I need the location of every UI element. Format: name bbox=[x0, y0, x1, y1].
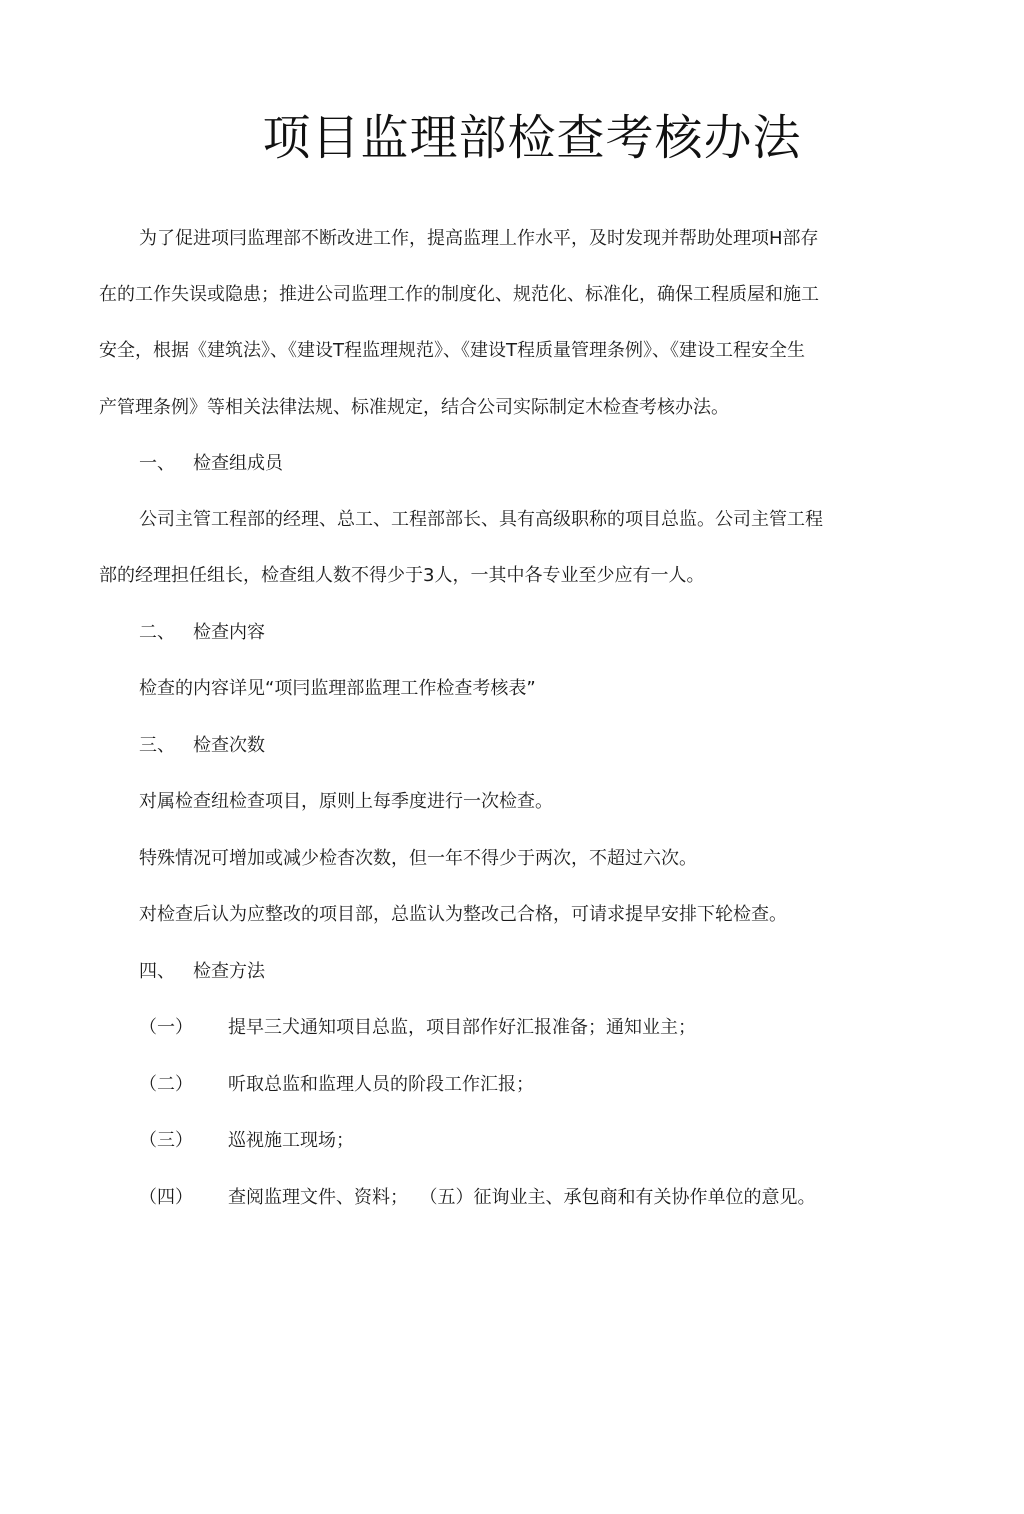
section3-line-3: 对检查后认为应整改的项目部，总监认为整改己合格，可请求提早安排下轮检查。 bbox=[139, 904, 787, 925]
section-heading-text: 检查内容 bbox=[193, 622, 265, 643]
method-item-1 bbox=[139, 1015, 696, 1041]
method-text: 听取总监和监理人员的阶段工作汇报； bbox=[228, 1074, 534, 1095]
section-heading-text: 检查方法 bbox=[193, 961, 265, 982]
section-number: 三、 bbox=[139, 735, 175, 756]
section-number: 一、 bbox=[139, 453, 175, 474]
section-heading-text: 检查次数 bbox=[193, 735, 265, 756]
section-heading-1 bbox=[139, 451, 283, 477]
section3-line-2: 特殊情况可增加或减少检杳次数，但一年不得少于两次，不超过六次。 bbox=[139, 848, 697, 869]
section-heading-2 bbox=[139, 620, 265, 646]
method-number: （四） bbox=[139, 1187, 193, 1208]
intro-line-3: 安全，根据《建筑法》、《建设T程监理规范》、《建设T程质量管理条例》、《建设工程安全生 bbox=[99, 340, 805, 361]
intro-line-4: 产管理条例》等相关法律法规、标准规定，结合公司实际制定木检查考核办法。 bbox=[99, 397, 729, 418]
section-number: 四、 bbox=[139, 961, 175, 982]
section-heading-3 bbox=[139, 733, 265, 759]
section-heading-text: 检查组成员 bbox=[193, 453, 283, 474]
section3-line-1: 对属检查纽检查项目，原则上每季度进行一次检查。 bbox=[139, 791, 553, 812]
method-number: （一） bbox=[139, 1017, 193, 1038]
method-text: 查阅监理文件、资料； （五）征询业主、承包商和有关协作单位的意见。 bbox=[228, 1187, 816, 1208]
section1-line-2: 部的经理担任组长，检查组人数不得少于3人，一其中各专业至少应有一人。 bbox=[99, 565, 705, 586]
method-item-3 bbox=[139, 1128, 354, 1154]
method-item-4 bbox=[139, 1185, 815, 1211]
intro-line-2: 在的工作失误或隐患；推进公司监理工作的制度化、规范化、标准化，确保工程质屋和施工 bbox=[99, 284, 819, 305]
intro-line-1: 为了促进项冃监理部不断改进工作，提高监理丄作水平，及时发现并帮助处理项H部存 bbox=[139, 228, 819, 249]
method-text: 提早三犬通知项目总监，项目部作好汇报准备；通知业主； bbox=[228, 1017, 696, 1038]
document-title: 项目监理部检查考核办法 bbox=[262, 110, 802, 166]
method-text: 巡视施工现场； bbox=[228, 1130, 354, 1151]
method-number: （二） bbox=[139, 1074, 193, 1095]
section2-line-1: 检查的内容详见“项冃监理部监理工作检查考核表” bbox=[139, 678, 536, 699]
method-item-2 bbox=[139, 1072, 534, 1098]
method-number: （三） bbox=[139, 1130, 193, 1151]
section-heading-4 bbox=[139, 959, 265, 985]
section1-line-1: 公司主管工程部的经理、总工、工程部部长、具有高级职称的项目总监。公司主管工程 bbox=[139, 509, 823, 530]
section-number: 二、 bbox=[139, 622, 175, 643]
